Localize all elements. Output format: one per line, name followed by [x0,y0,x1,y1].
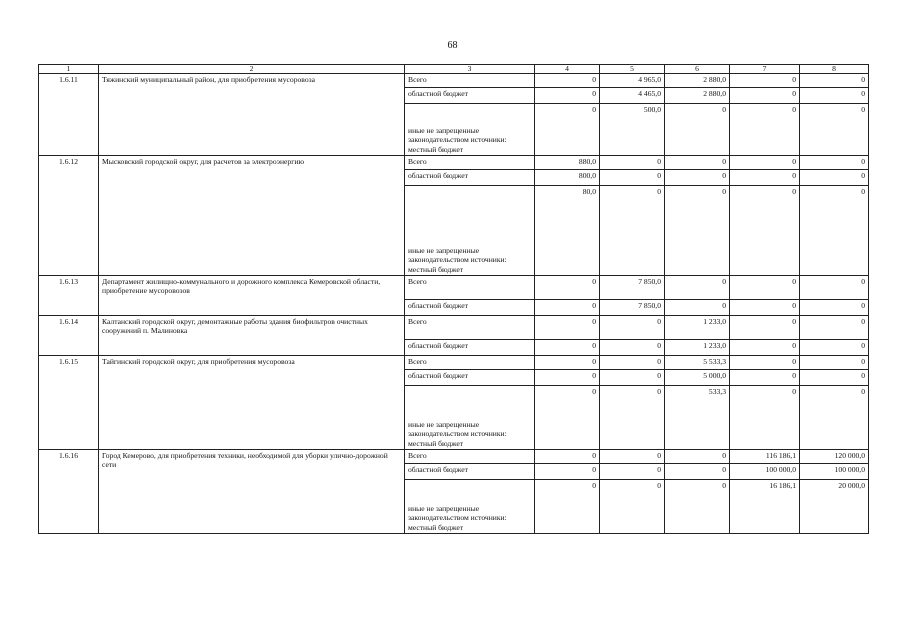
amount-cell: 0 [730,386,800,450]
amount-cell: 0 [665,156,730,170]
amount-cell: 0 [730,156,800,170]
amount-cell: 0 [535,356,600,370]
amount-cell: 0 [730,104,800,156]
amount-cell: 2 880,0 [665,88,730,104]
amount-cell: 0 [535,276,600,300]
amount-cell: 0 [665,450,730,464]
table-row [39,74,869,88]
amount-cell: 0 [535,464,600,480]
amount-cell: 0 [535,316,600,340]
amount-cell: 0 [730,356,800,370]
table-row [39,156,869,170]
amount-cell: 0 [600,186,665,276]
amount-cell: 0 [665,276,730,300]
item-name: Мысковский городской округ, для расчетов за электроэнергию [99,156,405,276]
amount-cell: 0 [730,88,800,104]
amount-cell: 0 [535,480,600,534]
amount-cell: 0 [730,370,800,386]
amount-cell: 0 [730,340,800,356]
amount-cell: 0 [800,276,869,300]
amount-cell: 0 [730,276,800,300]
funding-source: иные не запрещенные законодательством источники: местный бюджет [405,480,535,534]
item-name: Тяжинский муниципальный район, для приобретения мусоровоза [99,74,405,156]
amount-cell: 16 186,1 [730,480,800,534]
amount-cell: 0 [800,104,869,156]
amount-cell: 4 465,0 [600,88,665,104]
column-header: 8 [800,65,869,74]
funding-source: иные не запрещенные законодательством источники: местный бюджет [405,186,535,276]
funding-source: областной бюджет [405,340,535,356]
amount-cell: 0 [730,74,800,88]
amount-cell: 0 [800,386,869,450]
amount-cell: 0 [535,450,600,464]
amount-cell: 800,0 [535,170,600,186]
amount-cell: 0 [535,370,600,386]
amount-cell: 80,0 [535,186,600,276]
amount-cell: 0 [730,170,800,186]
funding-source: областной бюджет [405,464,535,480]
amount-cell: 1 233,0 [665,340,730,356]
amount-cell: 120 000,0 [800,450,869,464]
item-code: 1.6.15 [39,356,99,450]
item-code: 1.6.16 [39,450,99,534]
column-header: 7 [730,65,800,74]
amount-cell: 4 965,0 [600,74,665,88]
table-row [39,316,869,340]
funding-source: областной бюджет [405,370,535,386]
page-number: 68 [447,40,458,51]
item-name: Город Кемерово, для приобретения техники, необходимой для уборки улично-дорожной сети [99,450,405,534]
amount-cell: 0 [800,88,869,104]
amount-cell: 5 000,0 [665,370,730,386]
amount-cell: 0 [665,186,730,276]
funding-source: Всего [405,450,535,464]
amount-cell: 533,3 [665,386,730,450]
amount-cell: 100 000,0 [730,464,800,480]
amount-cell: 0 [800,170,869,186]
amount-cell: 0 [800,316,869,340]
funding-source: областной бюджет [405,88,535,104]
funding-source: Всего [405,356,535,370]
item-name: Департамент жилищно-коммунального и дорожного комплекса Кемеровской области, приобретение мусоровозов [99,276,405,316]
amount-cell: 0 [600,316,665,340]
amount-cell: 0 [600,386,665,450]
item-code: 1.6.12 [39,156,99,276]
column-header: 3 [405,65,535,74]
table-row [39,276,869,300]
amount-cell: 5 533,3 [665,356,730,370]
amount-cell: 0 [535,300,600,316]
column-header: 1 [39,65,99,74]
amount-cell: 0 [800,156,869,170]
amount-cell: 0 [800,300,869,316]
column-header: 5 [600,65,665,74]
amount-cell: 0 [665,464,730,480]
amount-cell: 0 [800,370,869,386]
funding-source: областной бюджет [405,300,535,316]
amount-cell: 0 [600,480,665,534]
amount-cell: 7 850,0 [600,276,665,300]
amount-cell: 500,0 [600,104,665,156]
amount-cell: 0 [730,186,800,276]
amount-cell: 0 [800,356,869,370]
amount-cell: 1 233,0 [665,316,730,340]
amount-cell: 0 [665,170,730,186]
funding-source: иные не запрещенные законодательством источники: местный бюджет [405,104,535,156]
amount-cell: 0 [535,74,600,88]
funding-source: Всего [405,74,535,88]
amount-cell: 100 000,0 [800,464,869,480]
amount-cell: 0 [535,104,600,156]
amount-cell: 0 [600,450,665,464]
funding-source: Всего [405,276,535,300]
item-name: Тайгинский городской округ, для приобретения мусоровоза [99,356,405,450]
amount-cell: 880,0 [535,156,600,170]
amount-cell: 0 [535,340,600,356]
amount-cell: 0 [665,300,730,316]
amount-cell: 0 [730,316,800,340]
amount-cell: 0 [665,104,730,156]
column-header: 6 [665,65,730,74]
amount-cell: 0 [535,386,600,450]
amount-cell: 0 [600,156,665,170]
amount-cell: 0 [600,340,665,356]
funding-source: Всего [405,156,535,170]
amount-cell: 0 [600,356,665,370]
header-row [39,65,869,74]
amount-cell: 0 [730,300,800,316]
amount-cell: 116 186,1 [730,450,800,464]
budget-table [38,64,869,534]
table-row [39,450,869,464]
amount-cell: 0 [800,340,869,356]
column-header: 4 [535,65,600,74]
item-code: 1.6.13 [39,276,99,316]
amount-cell: 0 [800,186,869,276]
funding-source: областной бюджет [405,170,535,186]
amount-cell: 0 [800,74,869,88]
amount-cell: 0 [535,88,600,104]
amount-cell: 0 [600,464,665,480]
amount-cell: 2 880,0 [665,74,730,88]
funding-source: иные не запрещенные законодательством источники: местный бюджет [405,386,535,450]
amount-cell: 0 [600,170,665,186]
amount-cell: 0 [600,370,665,386]
item-code: 1.6.11 [39,74,99,156]
item-name: Калтанский городской округ, демонтажные работы здания биофильтров очистных сооружений п. Малиновка [99,316,405,356]
item-code: 1.6.14 [39,316,99,356]
column-header: 2 [99,65,405,74]
amount-cell: 7 850,0 [600,300,665,316]
table-row [39,356,869,370]
amount-cell: 20 000,0 [800,480,869,534]
funding-source: Всего [405,316,535,340]
amount-cell: 0 [665,480,730,534]
